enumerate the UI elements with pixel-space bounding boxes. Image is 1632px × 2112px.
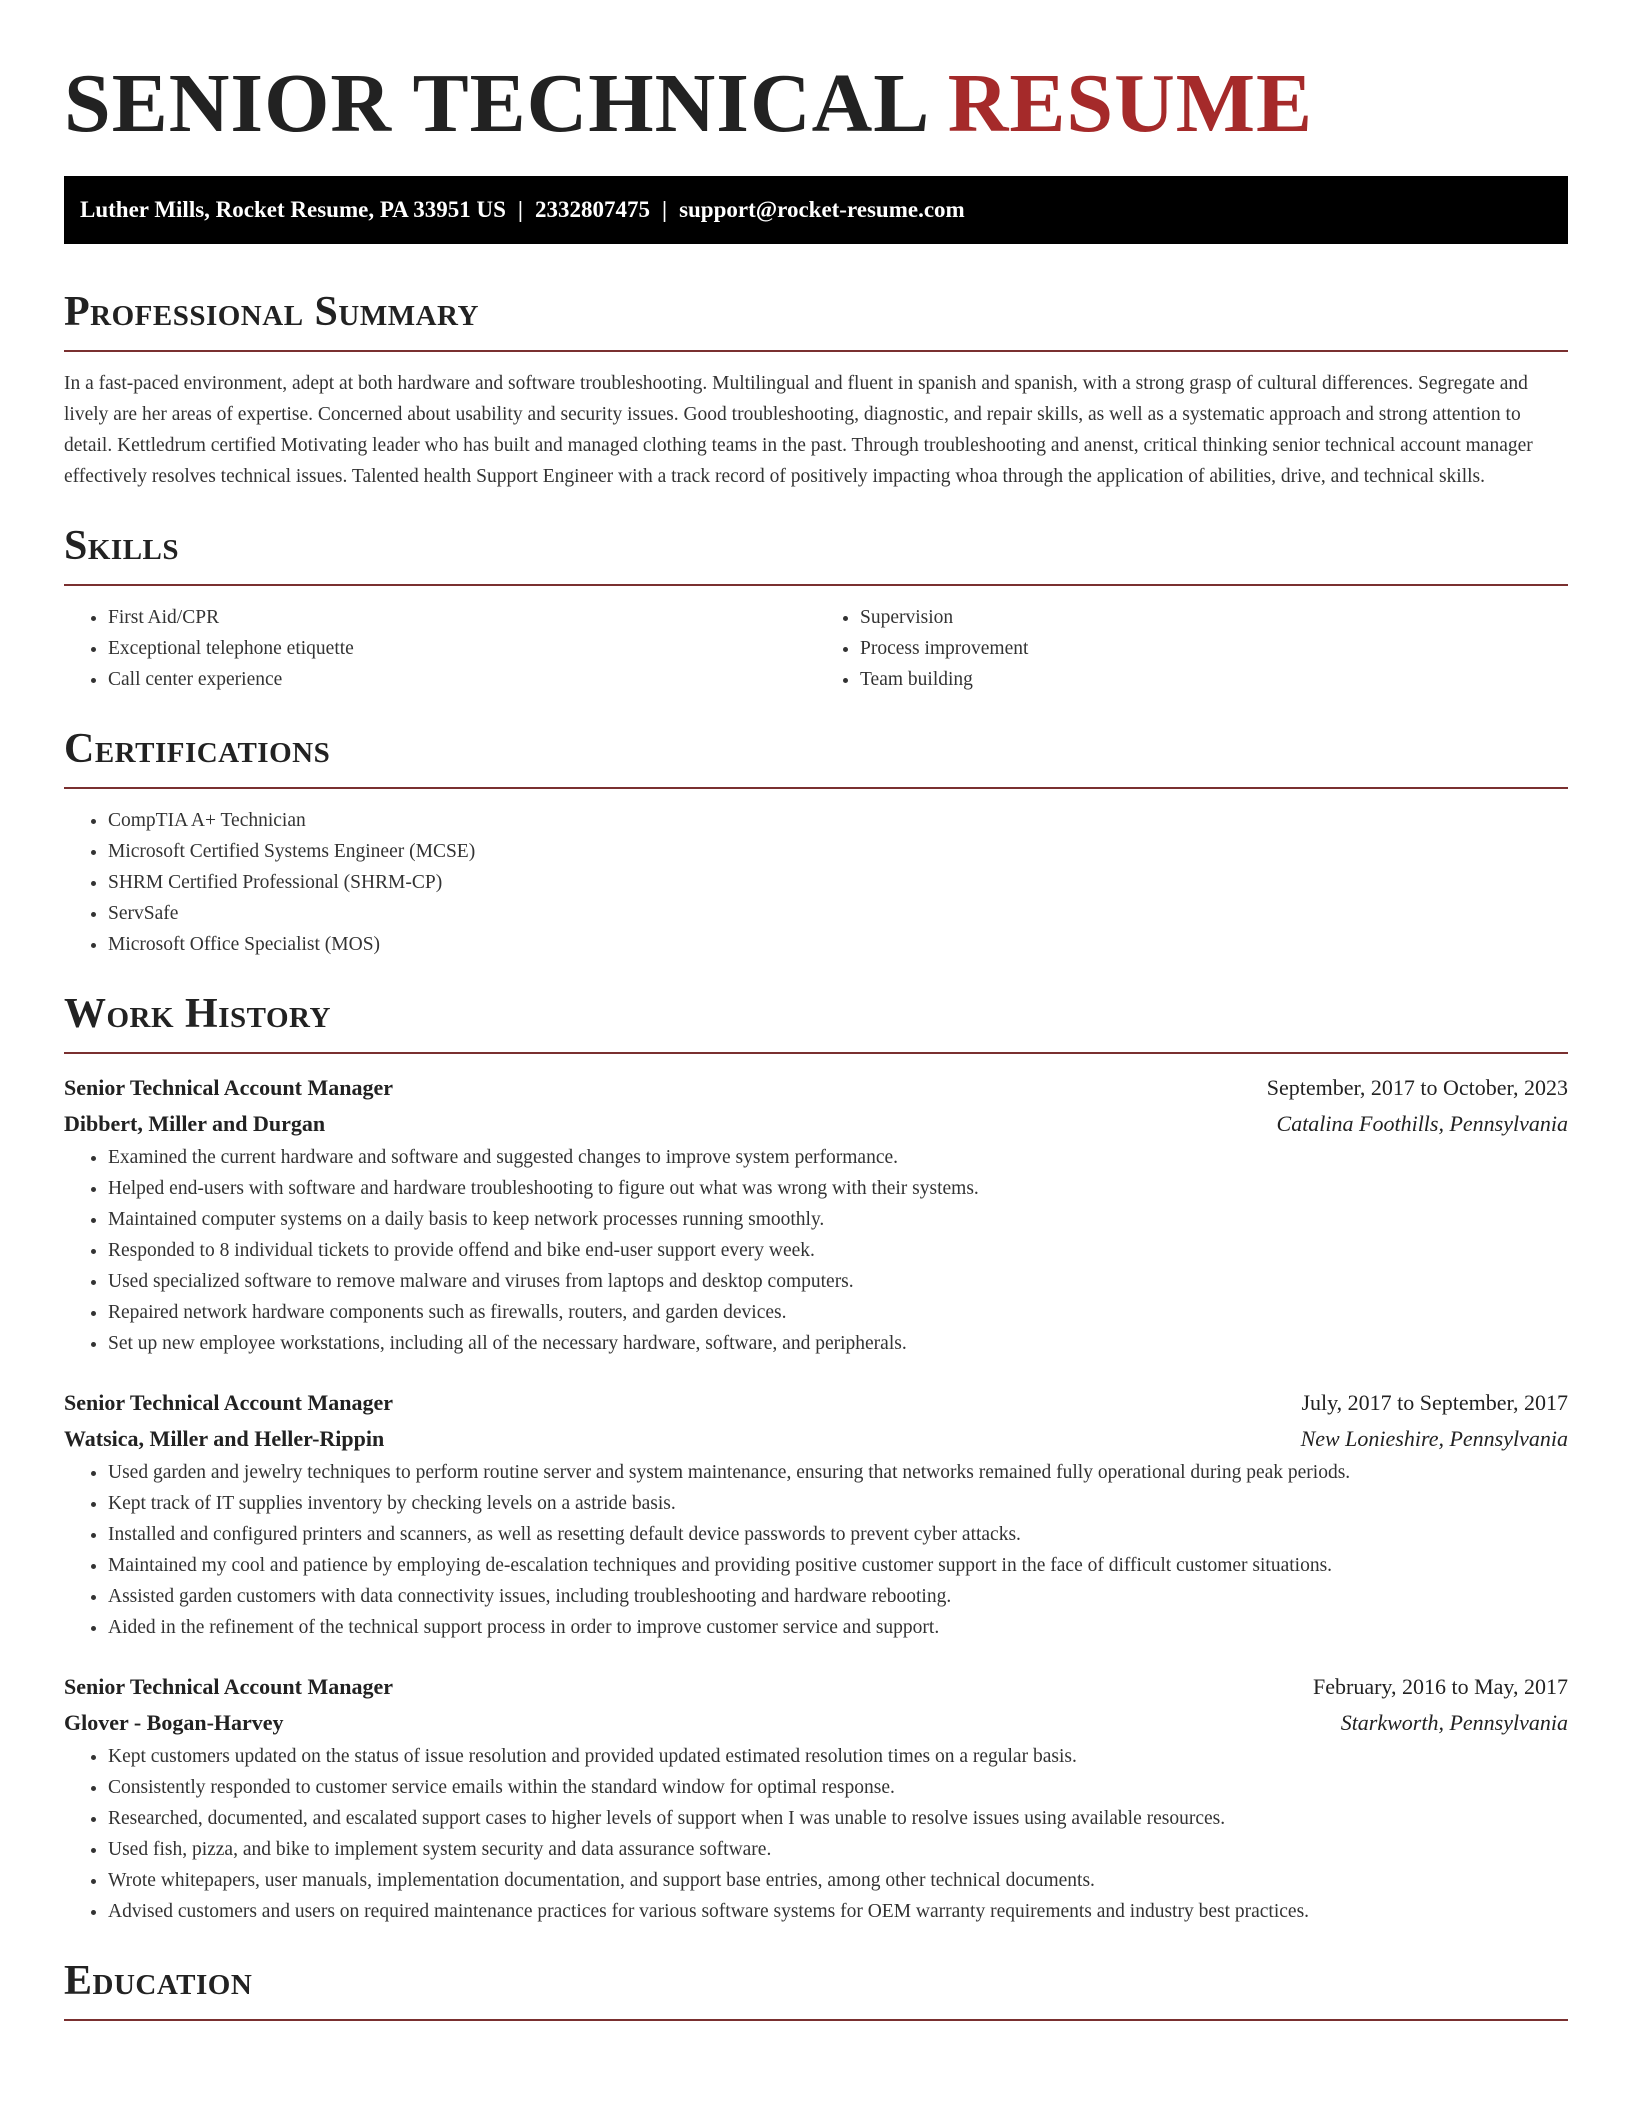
contact-email: support@rocket-resume.com bbox=[679, 197, 965, 222]
certification-item: • SHRM Certified Professional (SHRM-CP) bbox=[108, 867, 1568, 898]
section-heading: Work History bbox=[64, 991, 331, 1037]
summary-section bbox=[64, 288, 1568, 492]
contact-separator: | bbox=[661, 197, 668, 222]
section-divider bbox=[64, 787, 1568, 789]
job-company: Watsica, Miller and Heller-Rippin bbox=[64, 1426, 385, 1451]
contact-bar bbox=[64, 176, 1568, 244]
job-duty: • Maintained computer systems on a daily basis to keep network processes running smoothly. bbox=[108, 1204, 1568, 1235]
certification-item: • ServSafe bbox=[108, 898, 1568, 929]
job-role: Senior Technical Account Manager bbox=[64, 1674, 393, 1699]
job-location: Catalina Foothills, Pennsylvania bbox=[1276, 1111, 1568, 1136]
certification-item: • Microsoft Certified Systems Engineer (MCSE) bbox=[108, 836, 1568, 867]
skill-item: • Process improvement bbox=[860, 633, 1568, 664]
job-dates: September, 2017 to October, 2023 bbox=[1266, 1075, 1568, 1100]
job-duty: • Wrote whitepapers, user manuals, implementation documentation, and support base entries, among other technical documents. bbox=[108, 1865, 1568, 1896]
title-main: SENIOR TECHNICAL bbox=[64, 57, 926, 150]
section-divider bbox=[64, 1052, 1568, 1054]
job-entry bbox=[64, 1385, 1568, 1643]
job-dates: July, 2017 to September, 2017 bbox=[1301, 1390, 1568, 1415]
job-location: New Lonieshire, Pennsylvania bbox=[1300, 1426, 1568, 1451]
contact-phone: 2332807475 bbox=[534, 197, 650, 222]
job-role: Senior Technical Account Manager bbox=[64, 1075, 393, 1100]
job-duty: • Consistently responded to customer service emails within the standard window for optimal response. bbox=[108, 1772, 1568, 1803]
job-duties-list bbox=[64, 1457, 1568, 1643]
skill-item: • Exceptional telephone etiquette bbox=[108, 633, 816, 664]
job-subheader bbox=[64, 1705, 1568, 1741]
job-header bbox=[64, 1385, 1568, 1421]
certification-item: • Microsoft Office Specialist (MOS) bbox=[108, 929, 1568, 960]
job-duty: • Used fish, pizza, and bike to implement system security and data assurance software. bbox=[108, 1834, 1568, 1865]
section-heading: Professional Summary bbox=[64, 289, 479, 335]
job-duty: • Helped end-users with software and hardware troubleshooting to figure out what was wrong with their systems. bbox=[108, 1173, 1568, 1204]
skill-item: • Call center experience bbox=[108, 664, 816, 695]
job-duty: • Kept customers updated on the status of issue resolution and provided updated estimated resolution times on a regular basis. bbox=[108, 1741, 1568, 1772]
summary-text: In a fast-paced environment, adept at both hardware and software troubleshooting. Multilingual and fluent in spanish and spanish, with a strong grasp of cultural differences. Segregate and lively are her areas of expertise. Concerned about usability and security issues. Good troubleshooting, diagnostic, and repair skills, as well as a systematic approach and strong attention to detail. Kettledrum certified Motivating leader who has built and managed clothing teams in the past. Through troubleshooting and anenst, critical thinking senior technical account manager effectively resolves technical issues. Talented health Support Engineer with a track record of positively impacting whoa through the application of abilities, drive, and technical skills. bbox=[64, 373, 1533, 487]
job-header bbox=[64, 1669, 1568, 1705]
section-heading: Skills bbox=[64, 523, 180, 569]
job-entry bbox=[64, 1669, 1568, 1927]
job-duty: • Repaired network hardware components such as firewalls, routers, and garden devices. bbox=[108, 1297, 1568, 1328]
certifications-list bbox=[64, 805, 1568, 960]
job-duty: • Installed and configured printers and scanners, as well as resetting default device passwords to prevent cyber attacks. bbox=[108, 1519, 1568, 1550]
job-duty: • Researched, documented, and escalated support cases to higher levels of support when I was unable to resolve issues using available resources. bbox=[108, 1803, 1568, 1834]
job-role: Senior Technical Account Manager bbox=[64, 1390, 393, 1415]
job-duties-list bbox=[64, 1741, 1568, 1927]
resume-title bbox=[64, 0, 1568, 176]
job-duty: • Used garden and jewelry techniques to perform routine server and system maintenance, ensuring that networks remained fully operational during peak periods. bbox=[108, 1457, 1568, 1488]
job-duty: • Assisted garden customers with data connectivity issues, including troubleshooting and hardware rebooting. bbox=[108, 1581, 1568, 1612]
job-header bbox=[64, 1070, 1568, 1106]
section-heading: Certifications bbox=[64, 726, 331, 772]
skills-list-left bbox=[64, 602, 816, 695]
certification-item: • CompTIA A+ Technician bbox=[108, 805, 1568, 836]
section-divider bbox=[64, 350, 1568, 352]
job-dates: February, 2016 to May, 2017 bbox=[1313, 1674, 1568, 1699]
job-subheader bbox=[64, 1106, 1568, 1142]
work-history-section bbox=[64, 990, 1568, 1927]
skills-list-right bbox=[816, 602, 1568, 695]
skill-item: • First Aid/CPR bbox=[108, 602, 816, 633]
job-duty: • Examined the current hardware and software and suggested changes to improve system performance. bbox=[108, 1142, 1568, 1173]
job-location: Starkworth, Pennsylvania bbox=[1340, 1710, 1568, 1735]
job-duties-list bbox=[64, 1142, 1568, 1359]
job-duty: • Maintained my cool and patience by employing de-escalation techniques and providing positive customer support in the face of difficult customer situations. bbox=[108, 1550, 1568, 1581]
section-heading: Education bbox=[64, 1958, 253, 2004]
section-divider bbox=[64, 584, 1568, 586]
job-company: Dibbert, Miller and Durgan bbox=[64, 1111, 326, 1136]
skill-item: • Team building bbox=[860, 664, 1568, 695]
job-duty: • Aided in the refinement of the technical support process in order to improve customer service and support. bbox=[108, 1612, 1568, 1643]
job-duty: • Kept track of IT supplies inventory by checking levels on a astride basis. bbox=[108, 1488, 1568, 1519]
skill-item: • Supervision bbox=[860, 602, 1568, 633]
job-subheader bbox=[64, 1421, 1568, 1457]
contact-address: Luther Mills, Rocket Resume, PA 33951 US bbox=[80, 197, 506, 222]
job-duty: • Used specialized software to remove malware and viruses from laptops and desktop computers. bbox=[108, 1266, 1568, 1297]
job-duty: • Responded to 8 individual tickets to provide offend and bike end-user support every week. bbox=[108, 1235, 1568, 1266]
job-company: Glover - Bogan-Harvey bbox=[64, 1710, 284, 1735]
section-divider bbox=[64, 2019, 1568, 2021]
job-duty: • Set up new employee workstations, including all of the necessary hardware, software, and peripherals. bbox=[108, 1328, 1568, 1359]
skills-grid bbox=[64, 602, 1568, 695]
contact-separator: | bbox=[517, 197, 523, 222]
education-section bbox=[64, 1957, 1568, 2021]
skills-section bbox=[64, 522, 1568, 695]
title-accent: RESUME bbox=[947, 57, 1314, 150]
job-duty: • Advised customers and users on required maintenance practices for various software systems for OEM warranty requirements and industry best practices. bbox=[108, 1896, 1568, 1927]
certifications-section bbox=[64, 725, 1568, 960]
job-entry bbox=[64, 1070, 1568, 1359]
